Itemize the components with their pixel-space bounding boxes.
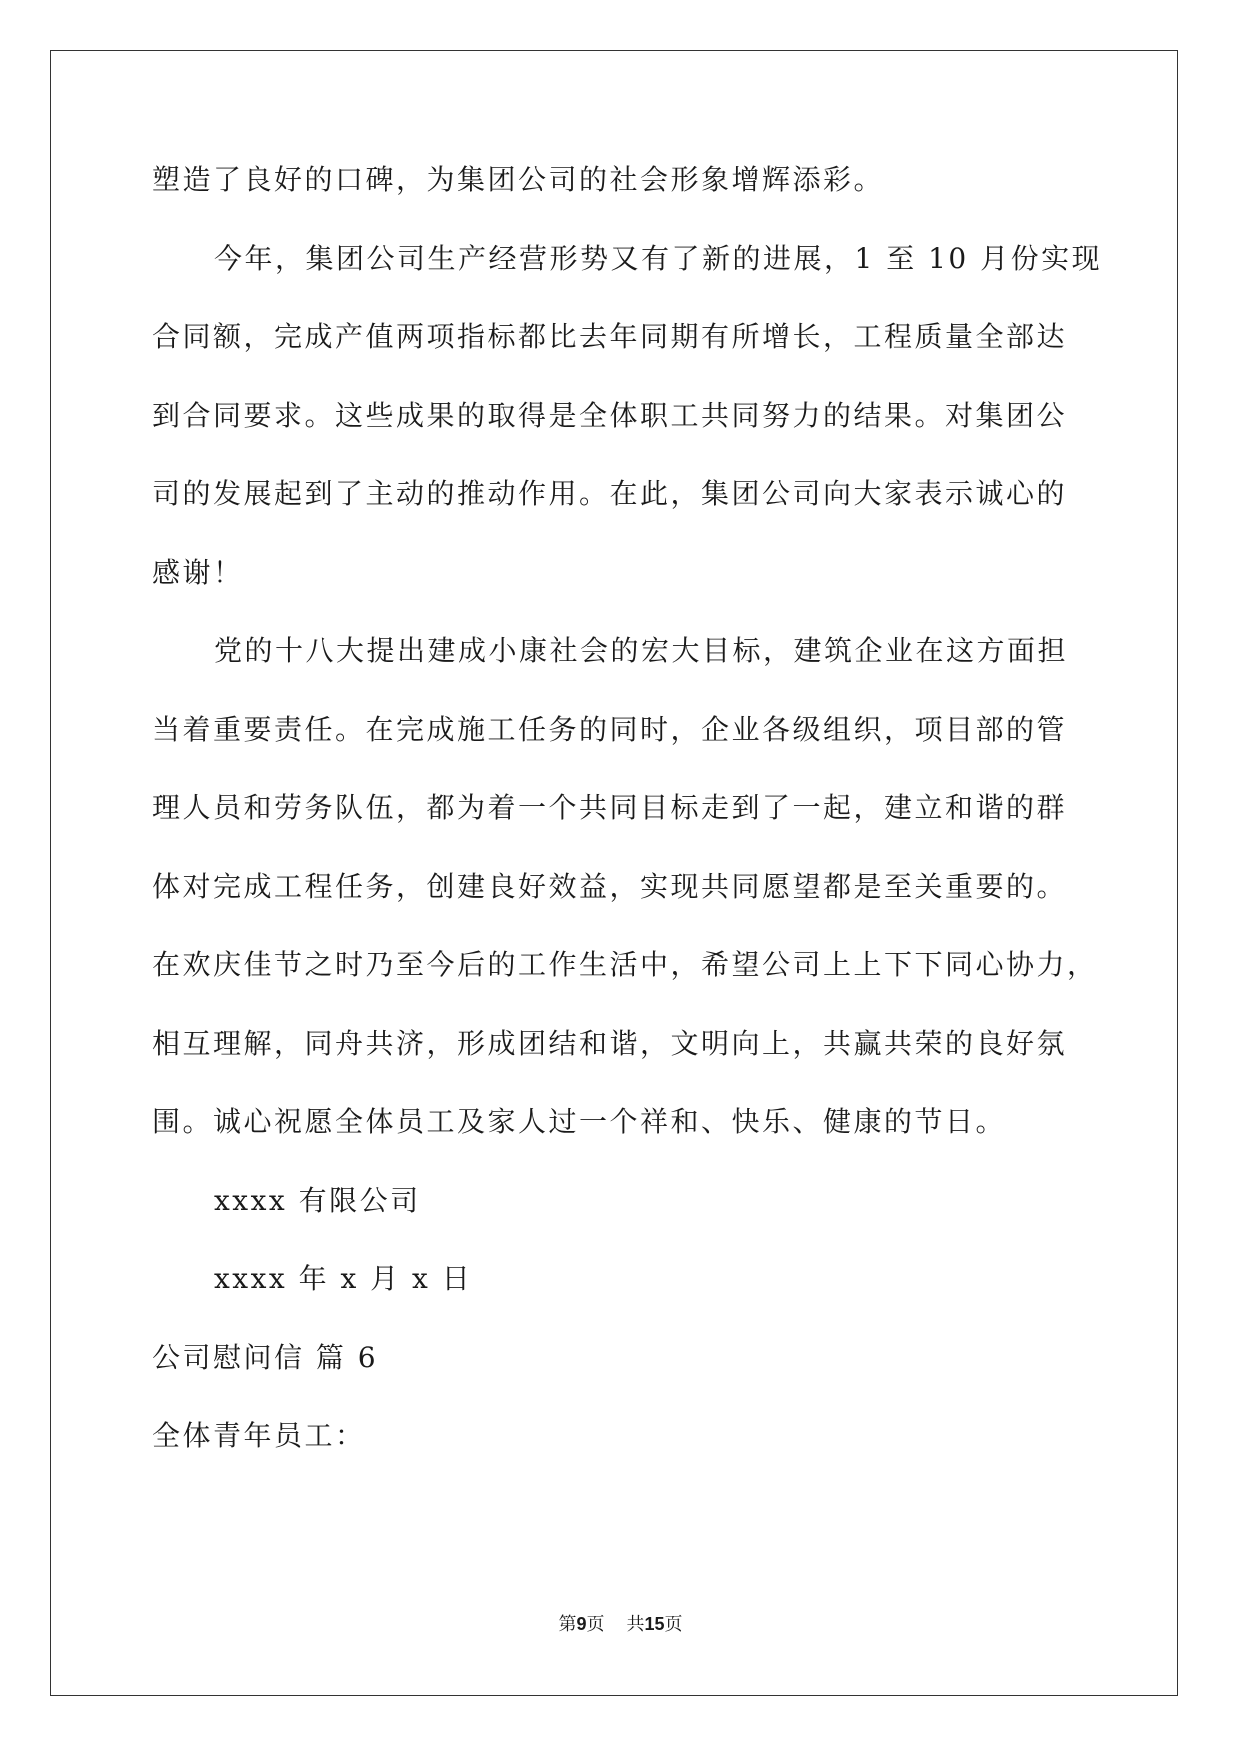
paragraph-line: 理人员和劳务队伍，都为着一个共同目标走到了一起，建立和谐的群 bbox=[152, 791, 1068, 824]
page-footer bbox=[0, 1612, 1241, 1637]
total-prefix: 共 bbox=[626, 1614, 645, 1635]
document-body bbox=[152, 160, 1103, 1495]
section-heading: 公司慰问信 篇 6 bbox=[152, 1340, 379, 1374]
total-suffix: 页 bbox=[664, 1614, 683, 1635]
page-current: 9 bbox=[576, 1614, 587, 1634]
signature-date: xxxx 年 x 月 x 日 bbox=[214, 1262, 473, 1295]
page-total: 15 bbox=[644, 1614, 665, 1634]
paragraph-line: 到合同要求。这些成果的取得是全体职工共同努力的结果。对集团公 bbox=[152, 398, 1068, 432]
paragraph-line: 合同额，完成产值两项指标都比去年同期有所增长，工程质量全部达 bbox=[152, 320, 1068, 353]
paragraph-line: 围。诚心祝愿全体员工及家人过一个祥和、快乐、健康的节日。 bbox=[152, 1105, 1007, 1138]
paragraph-line: 司的发展起到了主动的推动作用。在此，集团公司向大家表示诚心的 bbox=[152, 477, 1068, 510]
paragraph-line: 塑造了良好的口碑，为集团公司的社会形象增辉添彩。 bbox=[152, 163, 885, 196]
signature-company: xxxx 有限公司 bbox=[214, 1183, 421, 1217]
paragraph-line: 相互理解，同舟共济，形成团结和谐，文明向上，共赢共荣的良好氛 bbox=[152, 1026, 1068, 1060]
page-prefix: 第 bbox=[558, 1614, 577, 1635]
page-suffix: 页 bbox=[586, 1614, 605, 1635]
paragraph-line: 体对完成工程任务，创建良好效益，实现共同愿望都是至关重要的。 bbox=[152, 869, 1068, 903]
paragraph-line: 感谢！ bbox=[152, 555, 244, 589]
paragraph-line: 党的十八大提出建成小康社会的宏大目标，建筑企业在这方面担 bbox=[214, 634, 1069, 667]
paragraph-line: 今年，集团公司生产经营形势又有了新的进展，1 至 10 月份实现 bbox=[214, 241, 1103, 275]
salutation: 全体青年员工： bbox=[152, 1419, 366, 1452]
paragraph-line: 当着重要责任。在完成施工任务的同时，企业各级组织，项目部的管 bbox=[152, 712, 1068, 746]
paragraph-line: 在欢庆佳节之时乃至今后的工作生活中，希望公司上上下下同心协力， bbox=[152, 948, 1098, 981]
